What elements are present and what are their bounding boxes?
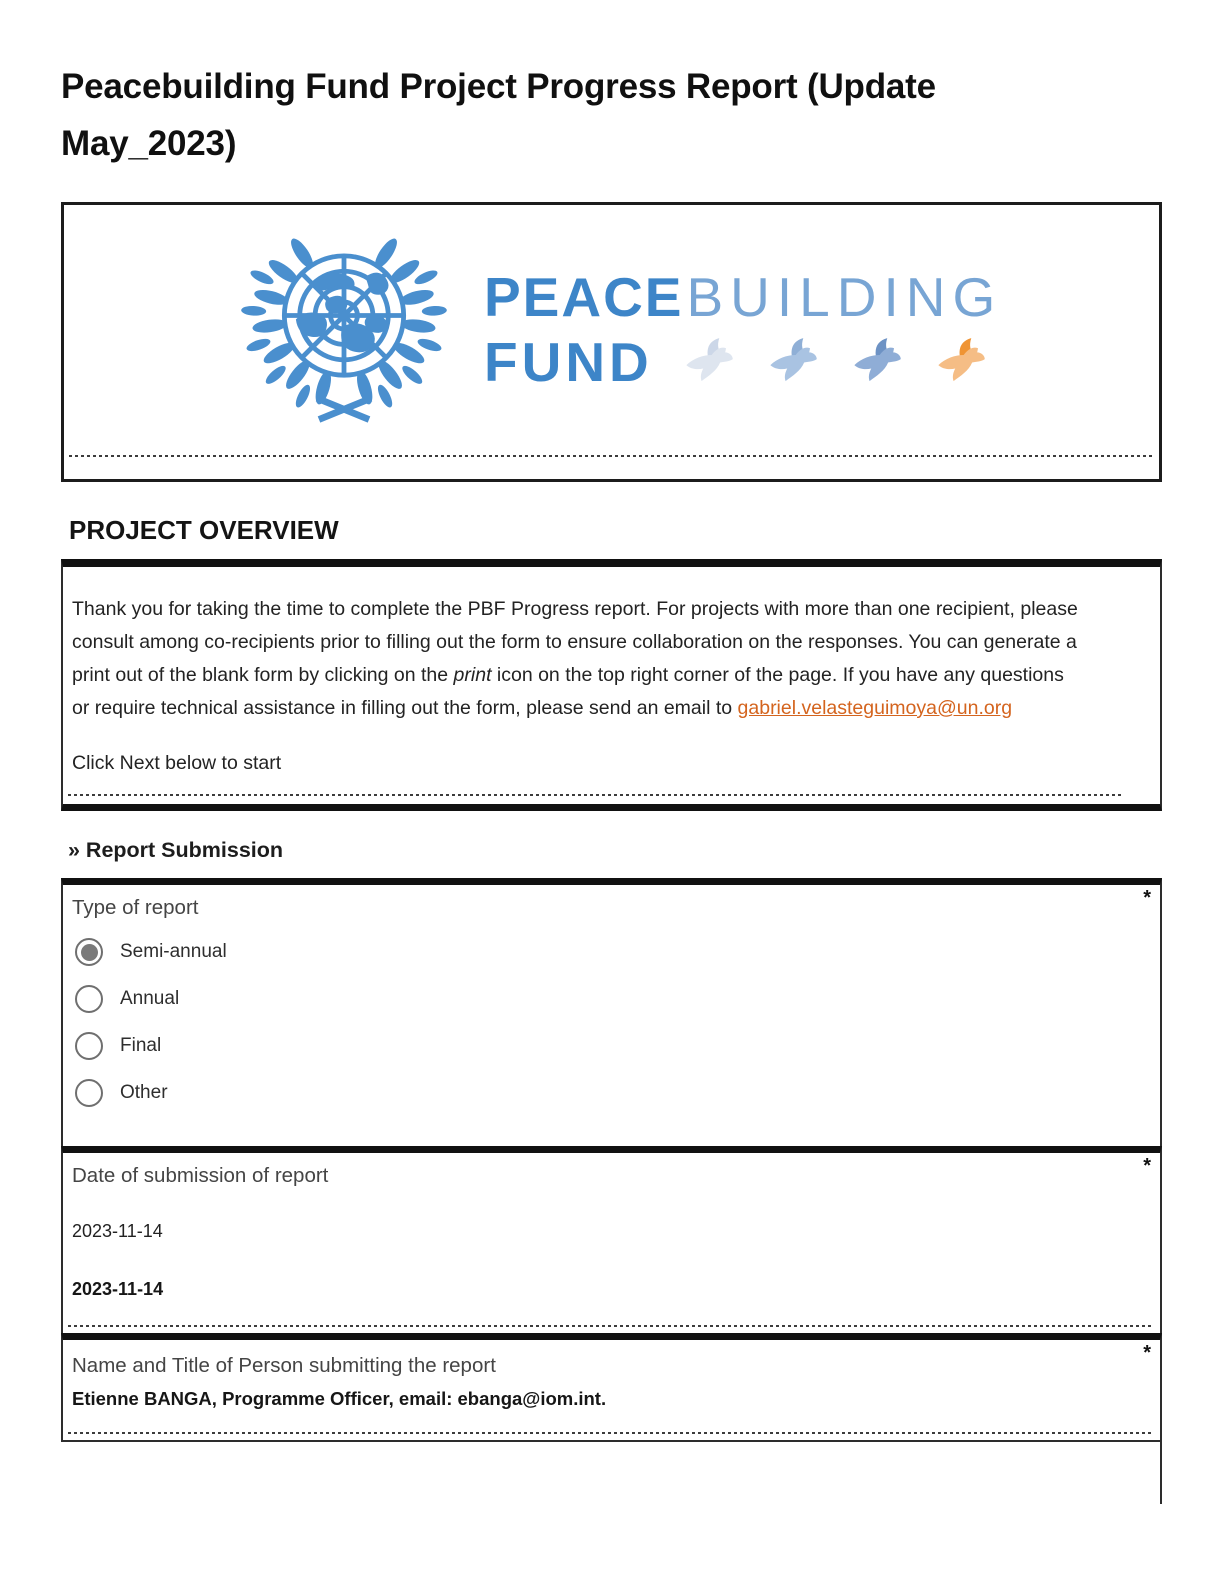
radio-option-other[interactable] — [75, 1078, 1150, 1108]
dove-icon — [851, 338, 905, 382]
intro-text-part2: icon on the top right corner of the page. If you have any questions or require technical assistance in filling out the form, please send an email to — [72, 664, 1064, 719]
radio-option-semi-annual[interactable] — [75, 937, 1150, 967]
section-heading-project-overview: PROJECT OVERVIEW — [69, 515, 339, 545]
dove-icon — [935, 338, 989, 382]
next-question-box-stub — [61, 1442, 1162, 1504]
section-heading-report-submission: » Report Submission — [68, 838, 284, 862]
question-submitter-name-title — [61, 1333, 1162, 1442]
project-overview-box — [61, 559, 1162, 811]
overview-box-dotted-divider — [68, 794, 1124, 796]
date-value: 2023-11-14 — [72, 1221, 163, 1241]
support-email-link[interactable]: gabriel.velasteguimoya@un.org — [737, 697, 1013, 719]
required-asterisk: * — [1143, 887, 1151, 909]
radio-option-annual[interactable] — [75, 984, 1150, 1014]
print-word-italic: print — [453, 664, 492, 686]
building-text: BUILDING — [686, 266, 1003, 328]
fund-text: FUND — [484, 331, 653, 393]
pbf-logo — [64, 211, 1159, 447]
overview-intro-text — [72, 593, 1084, 725]
question-dotted-divider — [68, 1432, 1154, 1434]
radio-button-icon[interactable] — [75, 1032, 103, 1060]
radio-option-label: Annual — [120, 988, 180, 1009]
question-date-of-submission — [61, 1146, 1162, 1333]
question-type-of-report — [61, 878, 1162, 1146]
page-title: Peacebuilding Fund Project Progress Report (Update May_2023) — [61, 67, 936, 163]
intro-text-part1: Thank you for taking the time to complete the PBF Progress report. For projects with more than one recipient, please consult among co-recipients prior to filling out the form to ensure collaboration on the responses. You can generate a print out of the blank form by clicking on the — [72, 598, 1078, 686]
submitter-value-bold: Etienne BANGA, Programme Officer, email: ebanga@iom.int. — [72, 1388, 607, 1409]
radio-option-label: Other — [120, 1082, 168, 1103]
required-asterisk: * — [1143, 1155, 1151, 1177]
radio-button-icon[interactable] — [75, 1079, 103, 1107]
question-label: Type of report — [72, 896, 199, 919]
radio-option-final[interactable] — [75, 1031, 1150, 1061]
pbf-logo-banner — [61, 202, 1162, 482]
question-label: Name and Title of Person submitting the report — [72, 1354, 496, 1377]
radio-option-label: Final — [120, 1035, 162, 1056]
click-next-text: Click Next below to start — [72, 752, 282, 774]
date-value-bold: 2023-11-14 — [72, 1279, 164, 1299]
radio-button-icon[interactable] — [75, 938, 103, 966]
radio-button-icon[interactable] — [75, 985, 103, 1013]
question-dotted-divider — [68, 1325, 1154, 1327]
logo-box-dotted-divider — [69, 455, 1154, 457]
radio-option-label: Semi-annual — [120, 941, 227, 962]
dove-icon — [683, 338, 737, 382]
question-label: Date of submission of report — [72, 1164, 329, 1187]
doves-row — [683, 338, 989, 386]
peace-text: PEACE — [484, 266, 684, 328]
dove-icon — [767, 338, 821, 382]
logo-wordmark — [484, 265, 1002, 393]
un-emblem-icon — [228, 227, 460, 431]
required-asterisk: * — [1143, 1342, 1151, 1364]
report-submission-questions — [61, 878, 1162, 1442]
